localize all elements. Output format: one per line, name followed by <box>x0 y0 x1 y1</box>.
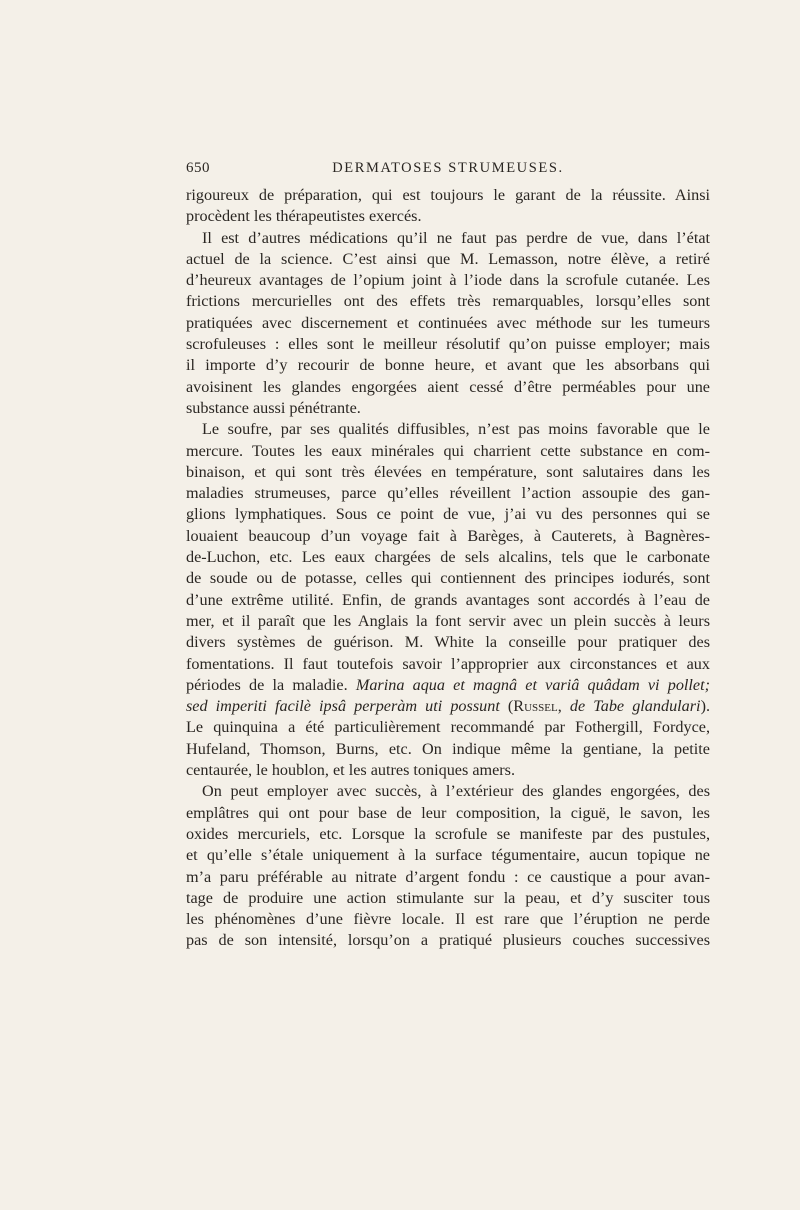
text-segment: ). <box>700 697 710 716</box>
text-line <box>186 675 710 696</box>
text-segment: louaient beaucoup d’un voyage fait à Barèges, à Cauterets, à Bagnères- <box>186 526 710 545</box>
text-line <box>186 909 710 930</box>
text-segment: Hufeland, Thomson, Burns, etc. On indique même la gentiane, la petite <box>186 739 710 758</box>
page-header <box>186 160 710 180</box>
text-line <box>186 270 710 291</box>
text-line <box>186 824 710 845</box>
text-segment: actuel de la science. C’est ainsi que M. Lemasson, notre élève, a retiré <box>186 249 710 268</box>
text-segment: de-Luchon, etc. Les eaux chargées de sels alcalins, tels que le carbonate <box>186 548 710 567</box>
text-segment: mer, et il paraît que les Anglais la font servir avec un plein succès à leurs <box>186 611 710 630</box>
text-line <box>186 632 710 653</box>
text-segment: de soude ou de potasse, celles qui contiennent des principes iodurés, sont <box>186 569 710 588</box>
text-segment: tage de produire une action stimulante sur la peau, et d’y susciter tous <box>186 888 710 907</box>
italic-text: Marina aqua et magnâ et variâ quâdam vi pollet; <box>355 675 710 694</box>
text-segment: On peut employer avec succès, à l’extérieur des glandes engorgées, des <box>202 782 710 801</box>
text-segment: fomentations. Il faut toutefois savoir l’approprier aux circonstances et aux <box>186 654 710 673</box>
text-segment: , <box>557 697 570 716</box>
small-caps-text: Russel <box>513 697 558 716</box>
text-line <box>186 334 710 355</box>
text-segment: ( <box>499 697 514 716</box>
body-text <box>186 185 710 952</box>
text-segment: il importe d’y recourir de bonne heure, et avant que les absorbans qui <box>186 356 710 375</box>
text-line <box>186 590 710 611</box>
text-line <box>186 760 710 781</box>
text-line <box>186 398 710 419</box>
text-segment: binaison, et qui sont très élevées en température, sont salutaires dans les <box>186 462 710 481</box>
text-line <box>186 377 710 398</box>
text-segment: rigoureux de préparation, qui est toujours le garant de la réussite. Ainsi <box>186 186 710 204</box>
text-segment: m’a paru préférable au nitrate d’argent fondu : ce caustique a pour avan- <box>186 867 710 886</box>
text-segment: procèdent les thérapeutistes exercés. <box>186 207 422 226</box>
text-line <box>186 228 710 249</box>
text-line <box>186 611 710 632</box>
text-segment: frictions mercurielles ont des effets très remarquables, lorsqu’elles sont <box>186 292 710 311</box>
text-line <box>186 845 710 866</box>
text-line <box>186 249 710 270</box>
text-segment: d’une extrême utilité. Enfin, de grands avantages sont accordés à l’eau de <box>186 590 710 609</box>
text-segment: avoisinent les glandes engorgées aient cessé d’être perméables pour une <box>186 377 710 396</box>
text-line <box>186 654 710 675</box>
text-line <box>186 441 710 462</box>
text-segment: d’heureux avantages de l’opium joint à l’iode dans la scrofule cutanée. Les <box>186 271 710 290</box>
text-segment: Le quinquina a été particulièrement recommandé par Fothergill, Fordyce, <box>186 718 710 737</box>
text-segment: maladies strumeuses, parce qu’elles réveillent l’action assoupie des gan- <box>186 484 710 503</box>
text-segment: glions lymphatiques. Sous ce point de vue, j’ai vu des personnes qui se <box>186 505 710 524</box>
text-line <box>186 781 710 802</box>
text-line <box>186 419 710 440</box>
text-line <box>186 568 710 589</box>
text-segment: pas de son intensité, lorsqu’on a pratiqué plusieurs couches successives <box>186 931 710 950</box>
text-segment: périodes de la maladie. <box>186 675 356 694</box>
text-segment: scrofuleuses : elles sont le meilleur résolutif qu’on puisse employer; mais <box>186 335 710 354</box>
text-line <box>186 185 710 206</box>
text-line <box>186 313 710 334</box>
text-segment: pratiquées avec discernement et continuées avec méthode sur les tumeurs <box>186 313 710 332</box>
text-segment: et qu’elle s’étale uniquement à la surface tégumentaire, aucun topique ne <box>186 846 710 865</box>
text-segment: les phénomènes d’une fièvre locale. Il est rare que l’éruption ne perde <box>186 910 710 929</box>
italic-text: sed imperiti facilè ipsâ perperàm uti possunt <box>186 697 500 716</box>
text-segment: mercure. Toutes les eaux minérales qui charrient cette substance en com- <box>186 441 710 460</box>
page-number: 650 <box>186 160 210 176</box>
text-line <box>186 526 710 547</box>
italic-text: de Tabe glandulari <box>569 697 701 716</box>
text-segment: oxides mercuriels, etc. Lorsque la scrofule se manifeste par des pustules, <box>186 824 710 843</box>
text-line <box>186 696 710 717</box>
text-segment: emplâtres qui ont pour base de leur composition, la ciguë, le savon, les <box>186 803 710 822</box>
text-line <box>186 504 710 525</box>
text-line <box>186 888 710 909</box>
text-line <box>186 206 710 227</box>
text-line <box>186 355 710 376</box>
text-line <box>186 462 710 483</box>
text-line <box>186 867 710 888</box>
text-segment: Il est d’autres médications qu’il ne faut pas perdre de vue, dans l’état <box>202 228 710 247</box>
text-segment: Le soufre, par ses qualités diffusibles, n’est pas moins favorable que le <box>202 420 710 439</box>
text-line <box>186 483 710 504</box>
running-title: DERMATOSES STRUMEUSES. <box>332 160 564 176</box>
text-line <box>186 930 710 951</box>
text-segment: divers systèmes de guérison. M. White la conseille pour pratiquer des <box>186 633 710 652</box>
text-line <box>186 739 710 760</box>
text-line <box>186 547 710 568</box>
text-line <box>186 803 710 824</box>
text-line <box>186 291 710 312</box>
text-segment: substance aussi pénétrante. <box>186 398 361 417</box>
text-segment: centaurée, le houblon, et les autres toniques amers. <box>186 761 516 780</box>
text-line <box>186 717 710 738</box>
